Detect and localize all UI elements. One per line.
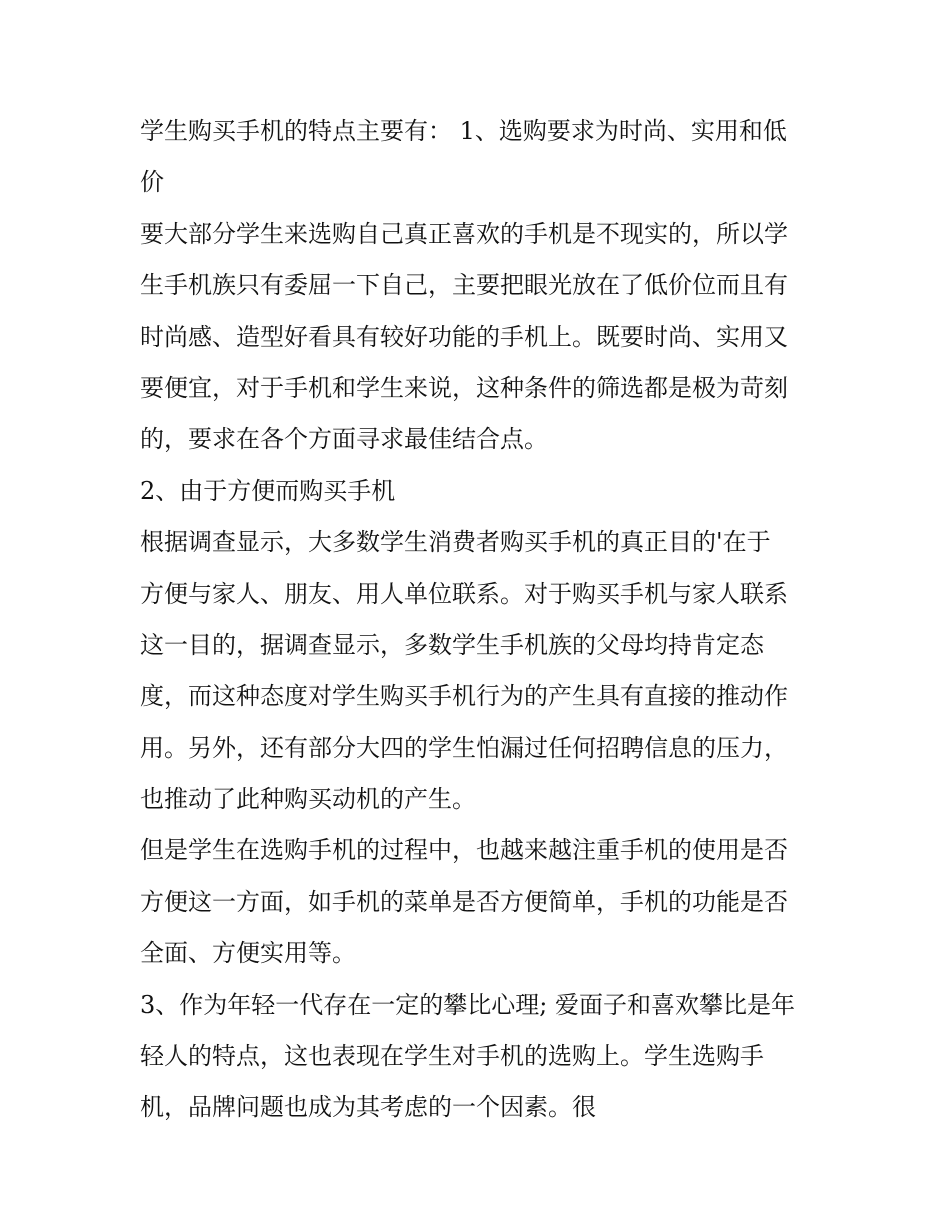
text-line: 全面、方便实用等。 bbox=[140, 939, 356, 968]
text-line: 的，要求在各个方面寻求最佳结合点。 bbox=[140, 425, 548, 454]
text-line: 要便宜，对于手机和学生来说，这种条件的筛选都是极为苛刻 bbox=[140, 373, 788, 402]
text-line: 价 bbox=[140, 168, 164, 197]
text-line: 用。另外，还有部分大四的学生怕漏过任何招聘信息的压力， bbox=[140, 733, 788, 762]
text-line: 要大部分学生来选购自己真正喜欢的手机是不现实的，所以学 bbox=[140, 219, 788, 248]
text-line: 3、作为年轻一代存在一定的攀比心理; 爱面子和喜欢攀比是年 bbox=[140, 990, 795, 1019]
text-line: 度，而这种态度对学生购买手机行为的产生具有直接的推动作 bbox=[140, 682, 788, 711]
text-line: 方便与家人、朋友、用人单位联系。对于购买手机与家人联系 bbox=[140, 579, 788, 608]
document-body bbox=[140, 106, 815, 1134]
text-line: 生手机族只有委屈一下自己，主要把眼光放在了低价位而且有 bbox=[140, 271, 788, 300]
text-line: 机，品牌问题也成为其考虑的一个因素。很 bbox=[140, 1093, 596, 1122]
text-line: 这一目的，据调查显示，多数学生手机族的父母均持肯定态 bbox=[140, 630, 764, 659]
text-line: 轻人的特点，这也表现在学生对手机的选购上。学生选购手 bbox=[140, 1042, 764, 1071]
text-line: 根据调查显示，大多数学生消费者购买手机的真正目的'在于 bbox=[140, 528, 771, 557]
text-line: 但是学生在选购手机的过程中，也越来越注重手机的使用是否 bbox=[140, 836, 788, 865]
text-line: 时尚感、造型好看具有较好功能的手机上。既要时尚、实用又 bbox=[140, 322, 788, 351]
text-line: 2、由于方便而购买手机 bbox=[140, 476, 396, 505]
text-line: 方便这一方面，如手机的菜单是否方便简单，手机的功能是否 bbox=[140, 887, 788, 916]
text-line: 学生购买手机的特点主要有： 1、选购要求为时尚、实用和低 bbox=[140, 117, 787, 145]
text-line: 也推动了此种购买动机的产生。 bbox=[140, 785, 476, 814]
